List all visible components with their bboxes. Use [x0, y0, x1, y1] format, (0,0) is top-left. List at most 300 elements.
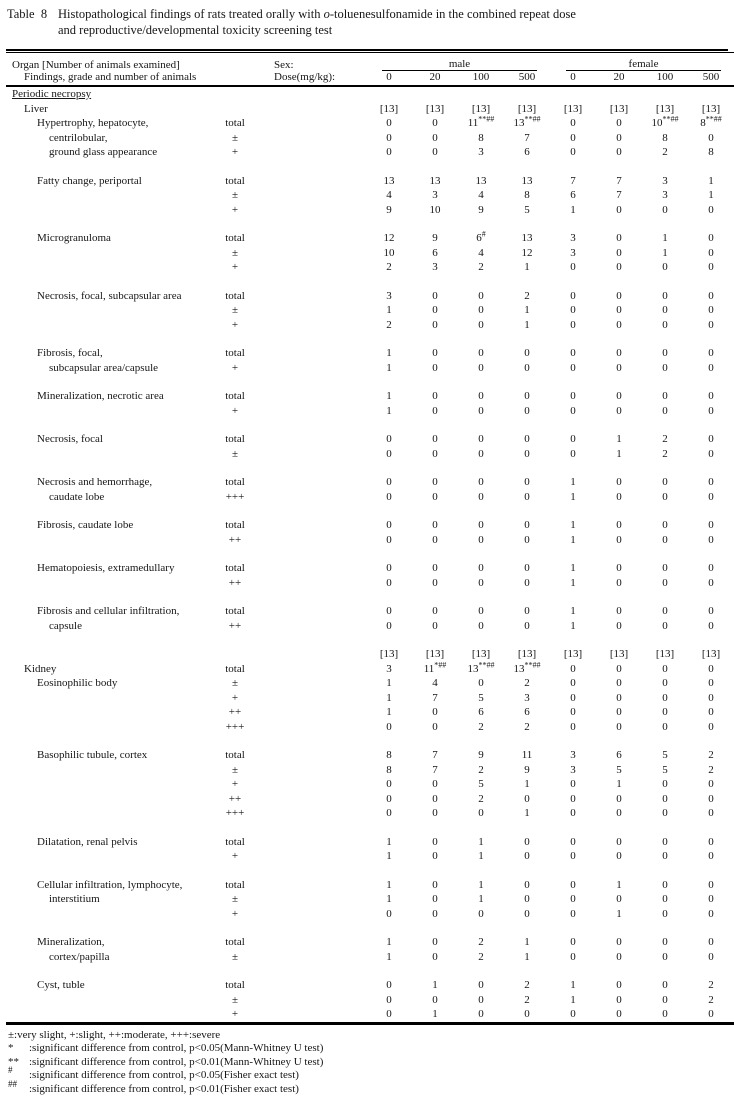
value-cell: 0: [708, 289, 714, 302]
dose-female-100: 100: [642, 71, 688, 86]
dose-female-0: 0: [550, 71, 596, 86]
value-cell: 0: [570, 778, 576, 790]
table-row: [6, 748, 734, 763]
value-cell: 1: [570, 576, 576, 589]
value-cell: 6: [478, 706, 484, 718]
value-cell: 0: [432, 390, 438, 402]
value-cell: 0: [524, 792, 530, 805]
value-cell: 1: [386, 893, 392, 905]
data-table-wrap: [6, 49, 728, 1025]
value-cell: 0: [662, 318, 668, 331]
table-row: [6, 907, 734, 922]
grade-label: total: [225, 289, 245, 302]
value-cell: 0: [478, 404, 484, 417]
grade-label: +: [231, 1008, 239, 1020]
value-cell: 0: [524, 433, 530, 445]
value-cell: 0: [662, 662, 668, 675]
value-cell: 1: [616, 447, 622, 460]
value-cell: 6: [616, 749, 622, 761]
gap-cell: [260, 231, 366, 246]
finding-label: Fibrosis and cellular infiltration,: [37, 605, 180, 617]
value-cell: 0: [524, 907, 530, 920]
table-row: [6, 318, 734, 333]
value-cell: 0: [478, 533, 484, 546]
value-cell: 2: [524, 979, 530, 991]
spacer-cell: [6, 160, 734, 174]
finding-label: [6, 849, 210, 864]
title-italic-compound: o: [323, 7, 330, 21]
value-cell: [13]: [471, 648, 491, 660]
spacer-cell: [6, 461, 734, 475]
value-cell: 0: [616, 792, 622, 805]
value-cell: 0: [386, 146, 392, 158]
value-cell: 6#: [476, 229, 486, 244]
value-cell: 1: [386, 691, 392, 704]
value-cell: 0: [616, 576, 622, 589]
value-cell: 9: [524, 763, 530, 776]
value-cell: 0: [524, 878, 530, 891]
value-cell: 5: [524, 203, 530, 216]
grade-label: total: [225, 433, 245, 445]
value-cell: 1: [662, 246, 668, 259]
grade-label: ±: [231, 677, 239, 689]
value-cell: 8: [386, 763, 392, 776]
value-cell: 0: [524, 576, 530, 589]
value-cell: 9: [478, 203, 484, 216]
value-cell: 0: [708, 720, 714, 733]
table-row: [6, 145, 734, 160]
value-cell: 0: [708, 576, 714, 589]
gap-cell: [260, 131, 366, 146]
grade-label: ±: [231, 950, 239, 963]
male-group-label: male: [448, 57, 471, 70]
finding-label: subcapsular area/capsule: [49, 361, 159, 374]
value-cell: 0: [616, 476, 622, 488]
value-cell: 8: [708, 146, 714, 158]
value-cell: 2: [386, 261, 392, 273]
value-cell: 0: [616, 289, 622, 302]
value-cell: 0: [432, 433, 438, 445]
gap-cell: [260, 604, 366, 619]
value-cell: 0: [432, 447, 438, 460]
gap-cell: [260, 849, 366, 864]
value-cell: 1: [570, 476, 576, 488]
gap-cell: [260, 676, 366, 691]
value-cell: 2: [478, 792, 484, 805]
finding-label: cortex/papilla: [49, 950, 110, 963]
value-cell: 11*##: [423, 659, 447, 675]
value-cell: 0: [478, 562, 484, 574]
grade-label: +: [231, 850, 239, 862]
significance-mark: **##: [705, 114, 722, 124]
value-cell: 1: [386, 835, 392, 848]
value-cell: 0: [432, 835, 438, 848]
gap-cell: [260, 561, 366, 576]
value-cell: 0: [432, 993, 438, 1006]
value-cell: 0: [662, 979, 668, 991]
gap-cell: [260, 662, 366, 677]
gap-cell: [260, 102, 366, 117]
value-cell: 0: [386, 907, 392, 920]
value-cell: 0: [524, 1008, 530, 1020]
finding-label: Liver: [24, 102, 48, 115]
value-cell: 0: [478, 605, 484, 617]
spacer-cell: [6, 504, 734, 518]
value-cell: 0: [662, 533, 668, 546]
value-cell: 0: [708, 232, 714, 244]
value-cell: 1: [570, 519, 576, 531]
value-cell: 7: [432, 691, 438, 704]
table-row: [6, 950, 734, 965]
gap-cell: [260, 260, 366, 275]
gap-cell: [260, 691, 366, 706]
spacer-cell: [6, 734, 734, 748]
table-title: [58, 6, 729, 38]
value-cell: [13]: [701, 102, 721, 115]
value-cell: 0: [662, 619, 668, 632]
value-cell: 2: [662, 146, 668, 158]
footnote-row: # :significant difference from control, p<0.05(Fisher exact test): [8, 1065, 299, 1081]
finding-label: [6, 993, 210, 1008]
value-cell: 3: [570, 763, 576, 776]
value-cell: 0: [432, 304, 438, 316]
value-cell: 0: [570, 347, 576, 359]
value-cell: 0: [708, 792, 714, 805]
finding-label: Hypertrophy, hepatocyte,: [37, 117, 149, 129]
finding-label: [6, 705, 210, 720]
table-row: [6, 475, 734, 490]
value-cell: 0: [616, 936, 622, 948]
value-cell: 0: [386, 131, 392, 144]
table-row: [6, 777, 734, 792]
table-row: [6, 231, 734, 246]
header-row-sex: [6, 53, 734, 71]
finding-label: [6, 777, 210, 792]
value-cell: [13]: [517, 648, 537, 660]
grade-label: total: [225, 347, 245, 359]
finding-label: capsule: [49, 619, 82, 632]
value-cell: 2: [478, 763, 484, 776]
spacer-cell: [6, 375, 734, 389]
grade-label: +: [231, 778, 239, 790]
value-cell: 1: [570, 979, 576, 991]
grade-label: total: [225, 749, 245, 761]
value-cell: 10: [429, 203, 441, 216]
value-cell: 0: [524, 490, 530, 503]
value-cell: 9: [386, 203, 392, 216]
grade-label: ±: [231, 246, 239, 259]
male-group-underline: [382, 58, 537, 71]
value-cell: 0: [570, 433, 576, 445]
grade-label: +++: [225, 720, 245, 733]
value-cell: 10: [383, 246, 395, 259]
gap-cell: [260, 490, 366, 505]
finding-label: interstitium: [49, 893, 100, 905]
value-cell: 0: [708, 533, 714, 546]
value-cell: 2: [708, 749, 714, 761]
value-cell: 1: [524, 807, 530, 819]
value-cell: 0: [432, 117, 438, 129]
value-cell: 0: [432, 950, 438, 963]
section-label: Periodic necropsy: [12, 87, 92, 100]
value-cell: 5: [478, 778, 484, 790]
finding-label: Mineralization,: [37, 936, 105, 948]
value-cell: 0: [662, 936, 668, 948]
table-caption: [7, 6, 729, 38]
value-cell: 1: [478, 835, 484, 848]
value-cell: 0: [386, 1008, 392, 1020]
value-cell: 0: [478, 993, 484, 1006]
finding-label: [6, 260, 210, 275]
value-cell: 0: [662, 203, 668, 216]
gap-cell: [260, 447, 366, 462]
value-cell: 0: [708, 131, 714, 144]
finding-label: [6, 533, 210, 548]
spacer-row: [6, 504, 734, 518]
value-cell: 8: [386, 749, 392, 761]
value-cell: 2: [708, 763, 714, 776]
finding-label: [6, 792, 210, 807]
table-row: [6, 691, 734, 706]
value-cell: 3: [524, 691, 530, 704]
value-cell: 0: [570, 691, 576, 704]
value-cell: 3: [386, 289, 392, 302]
value-cell: 1: [662, 232, 668, 244]
finding-label: [6, 303, 210, 318]
grade-label: +: [231, 691, 239, 704]
value-cell: 0: [386, 720, 392, 733]
value-cell: 1: [616, 433, 622, 445]
gap-cell: [260, 720, 366, 735]
grade-label: +: [231, 404, 239, 417]
value-cell: 0: [616, 318, 622, 331]
value-cell: 1: [616, 878, 622, 891]
value-cell: 0: [386, 476, 392, 488]
grade-label: ±: [231, 763, 239, 776]
value-cell: 0: [524, 404, 530, 417]
table-row: [6, 835, 734, 850]
value-cell: 0: [662, 778, 668, 790]
value-cell: 0: [432, 361, 438, 374]
value-cell: 0: [708, 936, 714, 948]
value-cell: 0: [616, 117, 622, 129]
value-cell: 0: [386, 979, 392, 991]
value-cell: 0: [524, 447, 530, 460]
value-cell: 0: [570, 447, 576, 460]
grade-label: total: [225, 232, 245, 244]
table-row: [6, 260, 734, 275]
value-cell: 0: [478, 390, 484, 402]
value-cell: 0: [524, 361, 530, 374]
value-cell: 0: [616, 490, 622, 503]
section-row: [6, 86, 734, 102]
value-cell: 0: [478, 677, 484, 689]
value-cell: 0: [708, 261, 714, 273]
grade-label: total: [225, 476, 245, 488]
value-cell: 5: [616, 763, 622, 776]
spacer-cell: [6, 633, 734, 647]
value-cell: 0: [616, 361, 622, 374]
finding-label: Necrosis, focal, subcapsular area: [37, 289, 182, 302]
finding-label: [6, 907, 210, 922]
value-cell: 0: [708, 605, 714, 617]
dose-male-0: 0: [366, 71, 412, 86]
value-cell: 5: [662, 749, 668, 761]
value-cell: 0: [478, 347, 484, 359]
footnote-text: :significant difference from control, p<0.01(Fisher exact test): [29, 1082, 299, 1095]
table-row: [6, 404, 734, 419]
spacer-row: [6, 734, 734, 748]
footnote-text: :significant difference from control, p<0.05(Fisher exact test): [29, 1069, 299, 1081]
value-cell: 0: [386, 490, 392, 503]
value-cell: 13: [383, 174, 395, 187]
value-cell: 0: [708, 662, 714, 675]
value-cell: 9: [432, 232, 438, 244]
value-cell: 0: [570, 706, 576, 718]
value-cell: 0: [616, 261, 622, 273]
value-cell: 2: [478, 720, 484, 733]
value-cell: 0: [478, 476, 484, 488]
spacer-cell: [6, 864, 734, 878]
value-cell: 2: [524, 289, 530, 302]
gap-cell: [260, 878, 366, 893]
gap-cell: [260, 533, 366, 548]
table-title-line1: [58, 6, 729, 22]
gap-cell: [260, 978, 366, 993]
footnote-row: [8, 1029, 729, 1043]
value-cell: 0: [708, 850, 714, 862]
footnote-row: [8, 1042, 729, 1056]
table-row: [6, 102, 734, 117]
dose-female-20: 20: [596, 71, 642, 86]
value-cell: 0: [662, 576, 668, 589]
value-cell: 12: [383, 232, 395, 244]
value-cell: 2: [708, 993, 714, 1006]
value-cell: [13]: [425, 102, 445, 115]
value-cell: 6: [570, 189, 576, 201]
value-cell: 0: [708, 619, 714, 632]
value-cell: 1: [386, 706, 392, 718]
spacer-row: [6, 921, 734, 935]
spacer-row: [6, 375, 734, 389]
value-cell: 0: [708, 447, 714, 460]
finding-label: Kidney: [24, 662, 57, 675]
value-cell: 0: [570, 361, 576, 374]
value-cell: 0: [386, 433, 392, 445]
table-row: [6, 705, 734, 720]
value-cell: 0: [616, 835, 622, 848]
value-cell: 0: [708, 1008, 714, 1020]
value-cell: 13: [521, 232, 533, 244]
table-row: [6, 188, 734, 203]
gap-cell: [260, 993, 366, 1008]
footnote-text: :significant difference from control, p<0.01(Mann-Whitney U test): [29, 1055, 324, 1068]
value-cell: 0: [708, 519, 714, 531]
header-dose-label: Dose(mg/kg):: [260, 71, 366, 86]
significance-mark: #: [481, 229, 486, 239]
value-cell: 1: [570, 203, 576, 216]
gap-cell: [260, 303, 366, 318]
value-cell: 0: [616, 950, 622, 963]
value-cell: 8**##: [700, 114, 722, 129]
table-row: [6, 935, 734, 950]
value-cell: 3: [570, 232, 576, 244]
value-cell: 2: [524, 720, 530, 733]
value-cell: 0: [708, 404, 714, 417]
value-cell: 0: [616, 619, 622, 632]
value-cell: 0: [386, 519, 392, 531]
gap-cell: [260, 174, 366, 189]
value-cell: 0: [616, 347, 622, 359]
finding-label: [6, 806, 210, 821]
value-cell: 4: [432, 677, 438, 689]
value-cell: 2: [478, 261, 484, 273]
grade-label: total: [225, 605, 245, 617]
gap-cell: [260, 576, 366, 591]
value-cell: 1: [570, 562, 576, 574]
gap-cell: [260, 432, 366, 447]
value-cell: 0: [662, 792, 668, 805]
value-cell: 0: [662, 404, 668, 417]
value-cell: 0: [432, 576, 438, 589]
value-cell: 0: [708, 807, 714, 819]
value-cell: 1: [386, 878, 392, 891]
value-cell: 13: [429, 174, 441, 187]
value-cell: 0: [432, 519, 438, 531]
gap-cell: [260, 246, 366, 261]
table-number: Table 8: [7, 7, 48, 21]
value-cell: 0: [386, 807, 392, 819]
table-row: [6, 806, 734, 821]
value-cell: 1: [570, 490, 576, 503]
table-row: [6, 1007, 734, 1023]
value-cell: 0: [708, 318, 714, 331]
value-cell: 0: [708, 562, 714, 574]
table-row: [6, 203, 734, 218]
dose-male-500: 500: [504, 71, 550, 86]
gap-cell: [260, 318, 366, 333]
dose-male-20: 20: [412, 71, 458, 86]
significance-mark: *##: [434, 659, 447, 669]
finding-label: Eosinophilic body: [37, 677, 118, 689]
value-cell: 0: [616, 304, 622, 316]
value-cell: 0: [616, 519, 622, 531]
header-findings-label: Findings, grade and number of animals: [6, 71, 260, 86]
value-cell: 0: [708, 490, 714, 503]
gap-cell: [260, 935, 366, 950]
value-cell: 1: [432, 1008, 438, 1020]
spacer-row: [6, 964, 734, 978]
spacer-row: [6, 418, 734, 432]
value-cell: 0: [708, 390, 714, 402]
footnote-row: ## :significant difference from control, p<0.01(Fisher exact test): [8, 1078, 299, 1095]
value-cell: 0: [478, 304, 484, 316]
value-cell: 0: [432, 404, 438, 417]
grade-label: +: [231, 203, 239, 216]
grade-label: +++: [225, 490, 245, 503]
value-cell: 0: [708, 691, 714, 704]
value-cell: 0: [708, 304, 714, 316]
value-cell: 0: [432, 878, 438, 891]
value-cell: 0: [708, 835, 714, 848]
value-cell: 0: [432, 792, 438, 805]
table-row: [6, 346, 734, 361]
value-cell: 0: [662, 476, 668, 488]
value-cell: 0: [662, 691, 668, 704]
value-cell: 0: [616, 605, 622, 617]
value-cell: 0: [708, 433, 714, 445]
grade-label: total: [225, 117, 245, 129]
